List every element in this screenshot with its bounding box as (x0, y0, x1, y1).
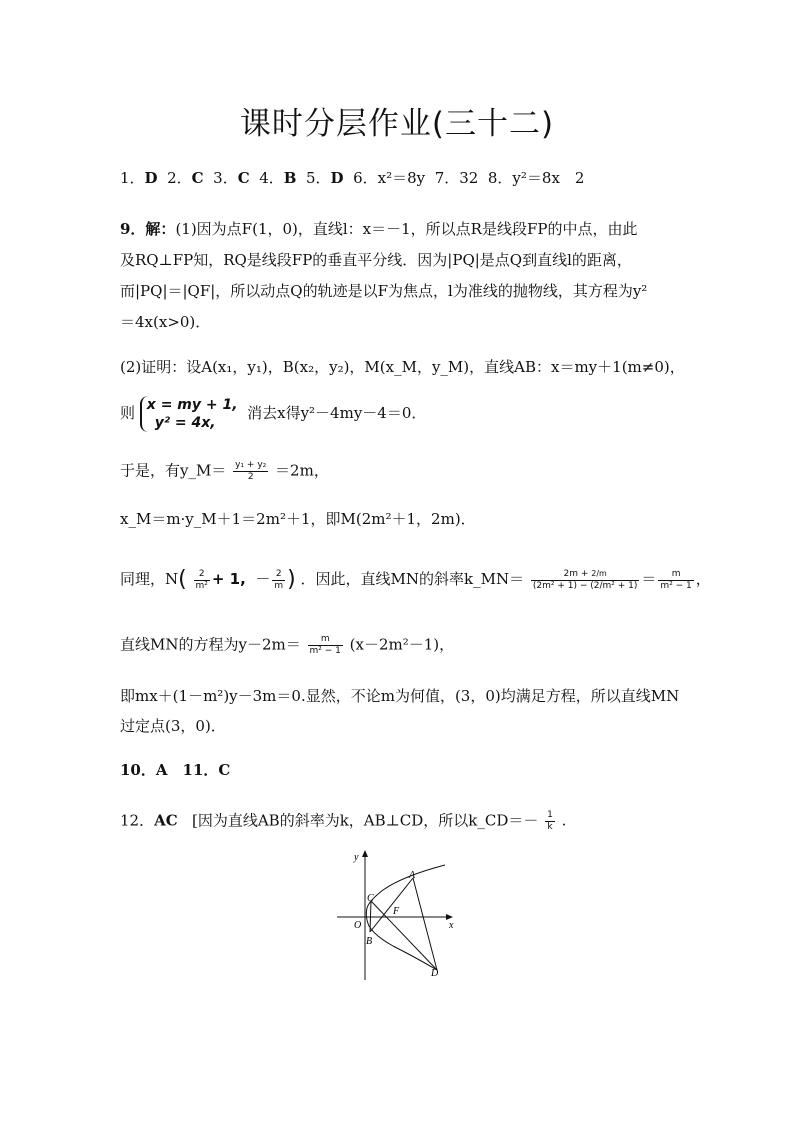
segment-ad (413, 878, 437, 970)
q9-line-9: 同理，N( $\frac{2}{\text{m²}}$ + 1, － $\frac{2}{m}$ ) ．因此，直线MN的斜率k_MN＝ $\frac{2m + 2/m}{\text{(2m² + 1) − (2/m² + 1)}}$ ＝ $\frac{m}{\text{m² − 1}}$ ， (120, 567, 711, 592)
page-title: 课时分层作业(三十二) (239, 106, 555, 142)
chord-cd (371, 901, 437, 970)
label-y: y (354, 852, 359, 863)
label-a: A (409, 870, 416, 881)
label-b: B (366, 936, 373, 947)
chord-ab (370, 878, 413, 932)
q9-line-10: 直线MN的方程为y－2m＝ $\frac{m}{\text{m² − 1}}$ (x－2m²－1)， (120, 634, 455, 656)
q9-line-8: x_M＝m·y_M＋1＝2m²＋1，即M(2m²＋1，2m)． (120, 510, 476, 528)
q9-line-3: 而|PQ|＝|QF|，所以动点Q的轨迹是以F为焦点，l为准线的抛物线，其方程为y² (120, 282, 648, 300)
label-f: F (393, 906, 400, 917)
q9-line-7: 于是，有y_M＝ $\frac{\text{y₁ + y₂}}{2}$ ＝2m， (120, 460, 329, 482)
answers-line: 1．D 2．C 3．C 4．B 5．D 6．x²＝8y 7．32 8．y²＝8x 2 (120, 169, 585, 187)
label-c: C (367, 893, 374, 904)
q9-system-line: 则 x = my + 1, y² = 4x, 消去x得y²－4my－4＝0． (120, 397, 427, 431)
y-arrow (362, 850, 368, 857)
q9-line-5: (2)证明：设A(x₁，y₁)，B(x₂，y₂)，M(x_M，y_M)，直线AB：x＝my＋1(m≠0)， (120, 358, 685, 376)
label-x: x (449, 920, 454, 931)
equation-system: x = my + 1, y² = 4x, (140, 396, 238, 432)
segment-cb (370, 901, 371, 932)
q10-q11-answers: 10．A 11．C (120, 761, 231, 779)
label-o: O (354, 920, 362, 931)
parabola-figure (333, 848, 463, 988)
q12-line: 12．AC [因为直线AB的斜率为k，AB⊥CD，所以k_CD＝－ $\frac{1}{k}$ . (120, 810, 567, 832)
fraction-ym: $\frac{\text{y₁ + y₂}}{2}$ (235, 460, 267, 482)
q9-line-11: 即mx＋(1－m²)y－3m＝0.显然，不论m为何值，(3，0)均满足方程，所以直线MN (120, 687, 680, 705)
q9-line-1: 9．解：(1)因为点F(1，0)，直线l：x＝－1，所以点R是线段FP的中点，由此 (120, 220, 638, 238)
slope-fraction: $\frac{2m + 2/m}{\text{(2m² + 1) − (2/m² + 1)}}$ (532, 569, 638, 591)
q9-line-12: 过定点(3，0)． (120, 717, 226, 735)
q9-line-2: 及RQ⊥FP知，RQ是线段FP的垂直平分线．因为|PQ|是点Q到直线l的距离， (120, 251, 632, 269)
label-d: D (431, 968, 439, 979)
q9-line-4: ＝4x(x>0)． (120, 313, 211, 331)
